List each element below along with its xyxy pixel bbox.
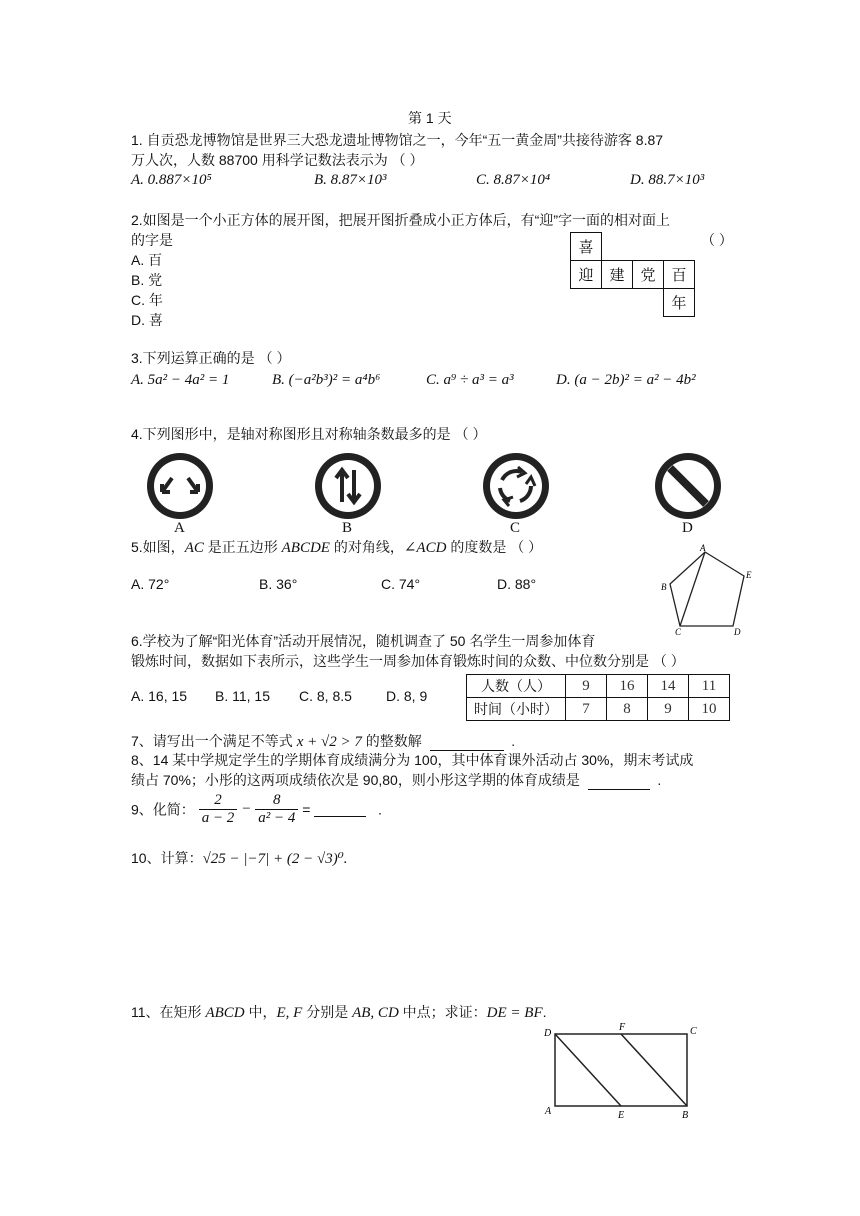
q6-line1: 6.学校为了解“阳光体育”活动开展情况，随机调查了 50 名学生一周参加体育 <box>131 633 596 649</box>
q8-answer-blank[interactable] <box>588 775 650 790</box>
rect-label-d: D <box>544 1028 552 1039</box>
q5-option-c: C. 74° <box>381 576 421 592</box>
q3-option-c: C. a⁹ ÷ a³ = a³ <box>426 372 514 388</box>
rect-label-f: F <box>619 1022 626 1033</box>
pentagon-label-c: C <box>675 627 682 637</box>
q8-line1: 8、14 某中学规定学生的学期体育成绩满分为 100，其中体育课外活动占 30%，期末考试成 <box>131 752 694 768</box>
q5-stem: 5.如图，AC 是正五边形 ABCDE 的对角线，∠ACD 的度数是 （ ） <box>131 539 543 556</box>
q6-option-a: A. 16, 15 <box>131 688 188 704</box>
sign-c-label: C <box>510 520 521 536</box>
sign-d-label: D <box>682 520 693 536</box>
sign-c-icon <box>476 450 556 522</box>
q11-stem: 11、在矩形 ABCD 中，E, F 分别是 AB, CD 中点；求证：DE = BF. <box>131 1004 547 1021</box>
q1-line2: 万人次，人数 88700 用科学记数法表示为 （ ） <box>131 152 424 168</box>
q9-answer-blank[interactable] <box>314 802 366 817</box>
pentagon-label-b: B <box>661 582 667 592</box>
q5-option-d: D. 88° <box>497 576 537 592</box>
q3-option-a: A. 5a² − 4a² = 1 <box>131 372 230 388</box>
q7-answer-blank[interactable] <box>430 736 504 751</box>
q2-option-c: C. 年 <box>131 292 163 308</box>
sign-b-label: B <box>342 520 353 536</box>
q2-option-a: A. 百 <box>131 252 163 268</box>
q2-paren: （ ） <box>701 232 733 248</box>
q4-stem: 4.下列图形中，是轴对称图形且对称轴条数最多的是 （ ） <box>131 426 487 442</box>
table-cell: 9 <box>648 698 689 721</box>
q3-option-b: B. (−a²b³)² = a⁴b⁶ <box>272 372 381 388</box>
rect-label-c: C <box>690 1026 697 1037</box>
net-cell-bai: 百 <box>664 261 695 289</box>
rect-label-a: A <box>545 1106 552 1117</box>
q1-option-b: B. 8.87×10³ <box>314 172 387 188</box>
q1-line1: 1. 自贡恐龙博物馆是世界三大恐龙遗址博物馆之一，今年“五一黄金周”共接待游客 8.87 <box>131 132 664 148</box>
q2-option-d: D. 喜 <box>131 312 163 328</box>
q10-stem: 10、计算：√25 − |−7| + (2 − √3)⁰. <box>131 850 348 867</box>
table-cell: 7 <box>566 698 607 721</box>
rect-label-e: E <box>618 1110 625 1121</box>
q1-option-a: A. 0.887×10⁵ <box>131 172 212 188</box>
table-cell: 16 <box>607 675 648 698</box>
pentagon-label-d: D <box>734 627 741 637</box>
table-row-label: 时间（小时） <box>467 698 566 721</box>
table-row <box>467 698 730 721</box>
net-cell-nian: 年 <box>664 289 695 317</box>
table-cell: 8 <box>607 698 648 721</box>
rect-label-b: B <box>682 1110 689 1121</box>
q1-option-c: C. 8.87×10⁴ <box>476 172 551 188</box>
q1-option-d: D. 88.7×10³ <box>630 172 705 188</box>
table-cell: 11 <box>689 675 730 698</box>
table-cell: 9 <box>566 675 607 698</box>
table-cell: 10 <box>689 698 730 721</box>
q8-line2: 绩占 70%；小彤的这两项成绩依次是 90,80，则小彤这学期的体育成绩是 . <box>131 772 662 788</box>
q5-option-a: A. 72° <box>131 576 170 592</box>
sign-b-icon <box>308 450 388 522</box>
q2-line2: 的字是 <box>131 232 173 248</box>
q2-line1: 2.如图是一个小正方体的展开图，把展开图折叠成小正方体后，有“迎”字一面的相对面上 <box>131 212 670 228</box>
sign-a-label: A <box>174 520 185 536</box>
q6-option-c: C. 8, 8.5 <box>299 688 352 704</box>
q3-stem: 3.下列运算正确的是 （ ） <box>131 350 291 366</box>
q2-option-b: B. 党 <box>131 272 163 288</box>
pentagon-label-e: E <box>746 570 752 580</box>
q7-stem: 7、请写出一个满足不等式 x + √2 > 7 的整数解 . <box>131 733 516 750</box>
table-row-label: 人数（人） <box>467 675 566 698</box>
page-title: 第 1 天 <box>408 110 452 126</box>
net-cell-ying: 迎 <box>571 261 602 289</box>
exercise-table <box>466 674 730 721</box>
net-cell-xi: 喜 <box>571 233 602 261</box>
cube-net <box>570 232 695 317</box>
pentagon-label-a: A <box>700 543 706 553</box>
rectangle-figure <box>540 1020 700 1124</box>
q6-option-b: B. 11, 15 <box>215 688 271 704</box>
q9-stem: 9、化简： $\frac{2}{a - 2}$ − $\frac{8}{\text{a² − 4}}$ = . <box>131 792 382 826</box>
table-cell: 14 <box>648 675 689 698</box>
q6-option-d: D. 8, 9 <box>386 688 428 704</box>
sign-a-icon <box>140 450 220 522</box>
q3-option-d: D. (a − 2b)² = a² − 4b² <box>556 372 696 388</box>
q5-option-b: B. 36° <box>259 576 298 592</box>
table-row <box>467 675 730 698</box>
net-cell-jian: 建 <box>602 261 633 289</box>
pentagon-figure <box>658 542 758 638</box>
net-cell-dang: 党 <box>633 261 664 289</box>
sign-d-icon <box>648 450 728 522</box>
q6-line2: 锻炼时间，数据如下表所示，这些学生一周参加体育锻炼时间的众数、中位数分别是 （ ） <box>131 653 685 669</box>
